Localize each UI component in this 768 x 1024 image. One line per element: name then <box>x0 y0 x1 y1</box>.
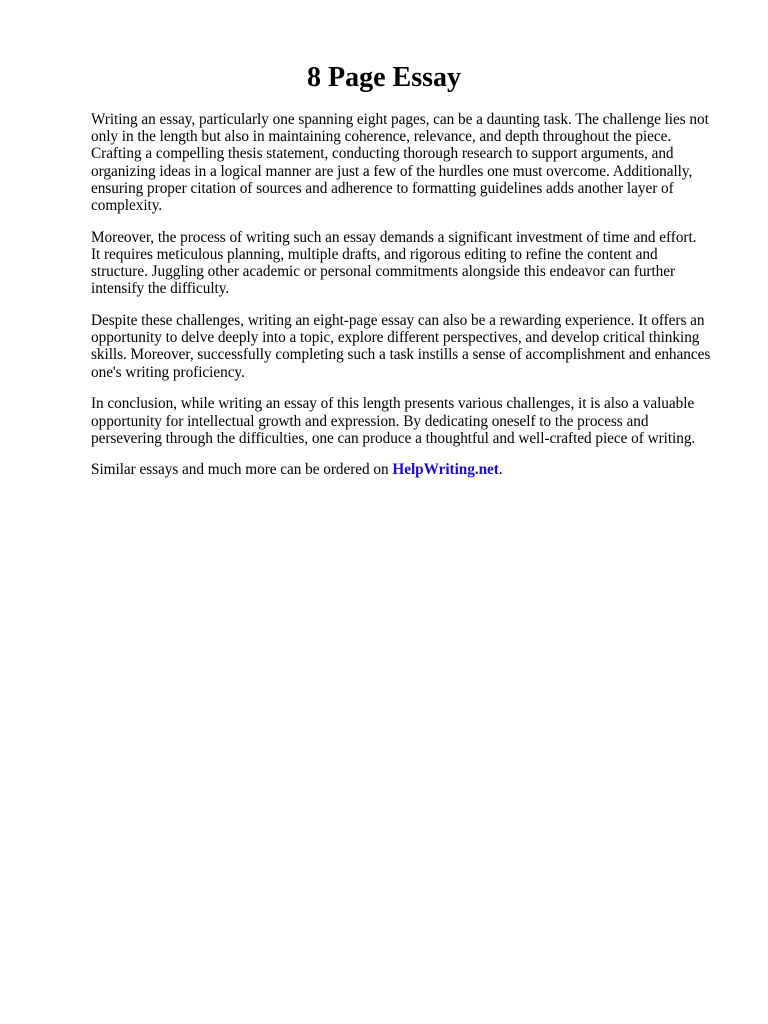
essay-body <box>91 111 735 493</box>
cta-prefix: Similar essays and much more can be ordered on <box>91 461 393 479</box>
text-line: one's writing proficiency. <box>91 363 245 381</box>
cta-suffix: . <box>498 461 503 479</box>
text-line: In conclusion, while writing an essay of this length presents various challenges, it is also a valuable <box>91 395 695 413</box>
paragraph-4 <box>91 395 735 447</box>
text-line: Crafting a compelling thesis statement, conducting thorough research to support arguments, and <box>91 145 674 163</box>
text-line: persevering through the difficulties, one can produce a thoughtful and well-crafted piece of writing. <box>91 429 696 447</box>
text-line: Writing an essay, particularly one spanning eight pages, can be a daunting task. The challenge lies not <box>91 111 709 128</box>
text-line: ensuring proper citation of sources and adherence to formatting guidelines adds another layer of <box>91 179 674 197</box>
text-line: Despite these challenges, writing an eight-page essay can also be a rewarding experience. It offers an <box>91 312 705 330</box>
paragraph-3 <box>91 312 735 381</box>
text-line: Moreover, the process of writing such an essay demands a significant investment of time and effort. <box>91 228 697 246</box>
text-line: only in the length but also in maintaining coherence, relevance, and depth throughout the piece. <box>91 128 672 146</box>
paragraph-2 <box>91 229 735 298</box>
page-title: 8 Page Essay <box>307 62 461 93</box>
text-line: opportunity for intellectual growth and expression. By dedicating oneself to the process and <box>91 412 649 430</box>
text-line: organizing ideas in a logical manner are just a few of the hurdles one must overcome. Additionally, <box>91 162 693 180</box>
order-cta <box>91 461 735 478</box>
text-line: opportunity to delve deeply into a topic, explore different perspectives, and develop critical thinking <box>91 329 700 347</box>
text-line: It requires meticulous planning, multiple drafts, and rigorous editing to refine the content and <box>91 245 658 263</box>
text-line: intensify the difficulty. <box>91 280 230 298</box>
text-line: structure. Juggling other academic or personal commitments alongside this endeavor can further <box>91 263 676 281</box>
helpwriting-link[interactable]: HelpWriting.net <box>392 461 499 479</box>
text-line: skills. Moreover, successfully completing such a task instills a sense of accomplishment and enhances <box>91 346 711 364</box>
paragraph-1 <box>91 111 735 214</box>
text-line: complexity. <box>91 197 163 215</box>
